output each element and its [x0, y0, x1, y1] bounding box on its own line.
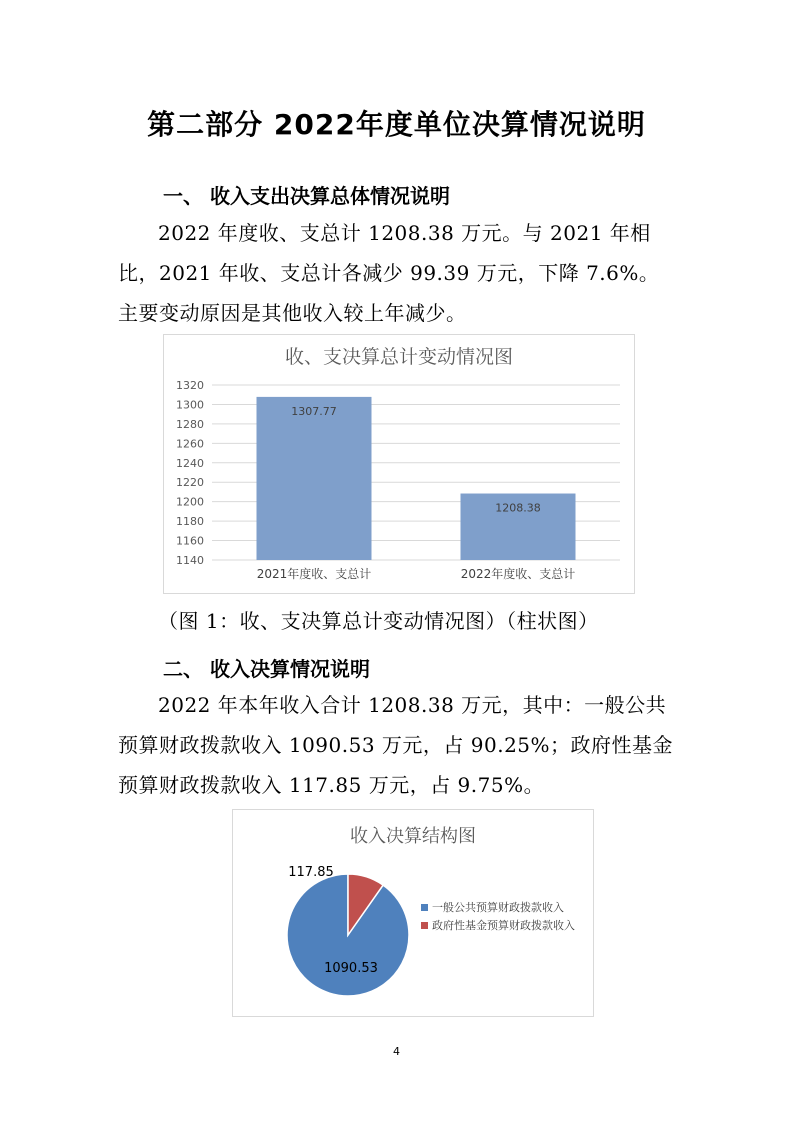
bar-y-tick-label: 1320 [176, 379, 204, 392]
pie-data-label: 117.85 [288, 865, 334, 880]
bar-y-tick-label: 1240 [176, 456, 204, 470]
pie-legend-label: 一般公共预算财政拨款收入 [432, 901, 564, 914]
bar-y-tick-label: 1300 [176, 398, 204, 412]
bar-y-tick-label: 1260 [176, 437, 204, 451]
bar-chart-panel [163, 334, 635, 594]
bar-chart [164, 335, 634, 593]
bar-y-tick-label: 1200 [176, 495, 204, 509]
pie-legend-swatch [421, 922, 428, 929]
pie-chart-panel [232, 809, 594, 1017]
bar-y-tick-label: 1280 [176, 417, 204, 431]
pie-legend-swatch [421, 904, 428, 911]
figure-caption: （图 1：收、支决算总计变动情况图）（柱状图） [158, 609, 599, 633]
section2-paragraph: 2022 年本年收入合计 1208.38 万元，其中：一般公共预算财政拨款收入 1090.53 万元，占 90.25%；政府性基金预算财政拨款收入 117.85 万元，占 9.75%。 [118, 693, 674, 797]
section1-heading: 一、 收入支出决算总体情况说明 [163, 184, 450, 208]
pie-legend-label: 政府性基金预算财政拨款收入 [432, 919, 575, 932]
section1-paragraph: 2022 年度收、支总计 1208.38 万元。与 2021 年相比，2021 年收、支总计各减少 99.39 万元，下降 7.6%。主要变动原因是其他收入较上年减少。 [118, 221, 660, 325]
pie-data-label: 1090.53 [324, 961, 378, 976]
bar-y-tick-label: 1220 [176, 476, 204, 490]
bar [257, 397, 372, 560]
bar-y-tick-label: 1160 [176, 534, 204, 548]
bar-data-label: 1307.77 [291, 404, 337, 418]
section2-heading: 二、 收入决算情况说明 [163, 657, 370, 681]
page-number: 4 [393, 1045, 400, 1058]
page-title: 第二部分 2022年度单位决算情况说明 [147, 108, 646, 141]
bar-chart-title: 收、支决算总计变动情况图 [284, 346, 514, 368]
bar-y-tick-label: 1180 [176, 515, 204, 529]
pie-chart [233, 810, 593, 1016]
bar-x-tick-label: 2022年度收、支总计 [460, 567, 576, 581]
bar-y-tick-label: 1140 [176, 554, 204, 567]
bar-data-label: 1208.38 [495, 501, 541, 515]
pie-chart-title: 收入决算结构图 [350, 826, 476, 847]
bar-x-tick-label: 2021年度收、支总计 [256, 567, 372, 581]
